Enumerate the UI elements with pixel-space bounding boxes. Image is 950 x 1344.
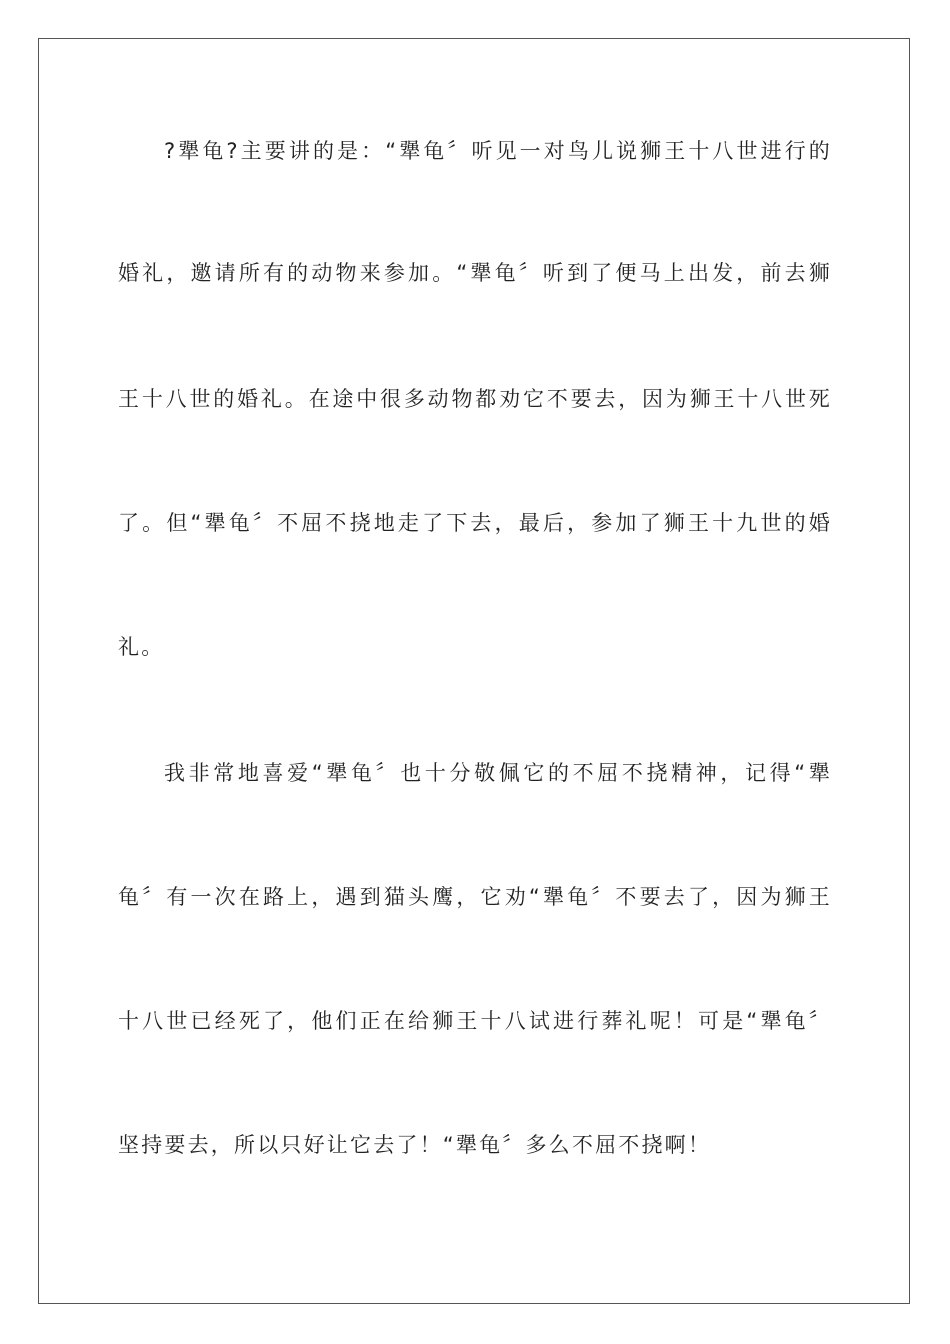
paragraph-2-line-3: 十八世已经死了，他们正在给狮王十八试进行葬礼呢！可是“犟龟〞 [118,1009,832,1033]
paragraph-1-line-3: 王十八世的婚礼。在途中很多动物都劝它不要去，因为狮王十八世死 [118,387,832,411]
paragraph-1-line-4: 了。但“犟龟〞不屈不挠地走了下去，最后，参加了狮王十九世的婚 [118,511,832,535]
paragraph-1-line-2: 婚礼，邀请所有的动物来参加。“犟龟〞听到了便马上出发，前去狮 [118,261,832,285]
paragraph-2-line-4: 坚持要去，所以只好让它去了！“犟龟〞多么不屈不挠啊！ [118,1133,712,1157]
paragraph-2-line-1: 我非常地喜爱“犟龟〞也十分敬佩它的不屈不挠精神，记得“犟 [164,761,832,785]
paragraph-2-line-2: 龟〞有一次在路上，遇到猫头鹰，它劝“犟龟〞不要去了，因为狮王 [118,885,832,909]
paragraph-1-line-1: ?犟龟?主要讲的是：“犟龟〞听见一对鸟儿说狮王十八世进行的 [164,139,832,163]
page-border [38,38,910,1304]
paragraph-1-line-5: 礼。 [118,635,165,659]
